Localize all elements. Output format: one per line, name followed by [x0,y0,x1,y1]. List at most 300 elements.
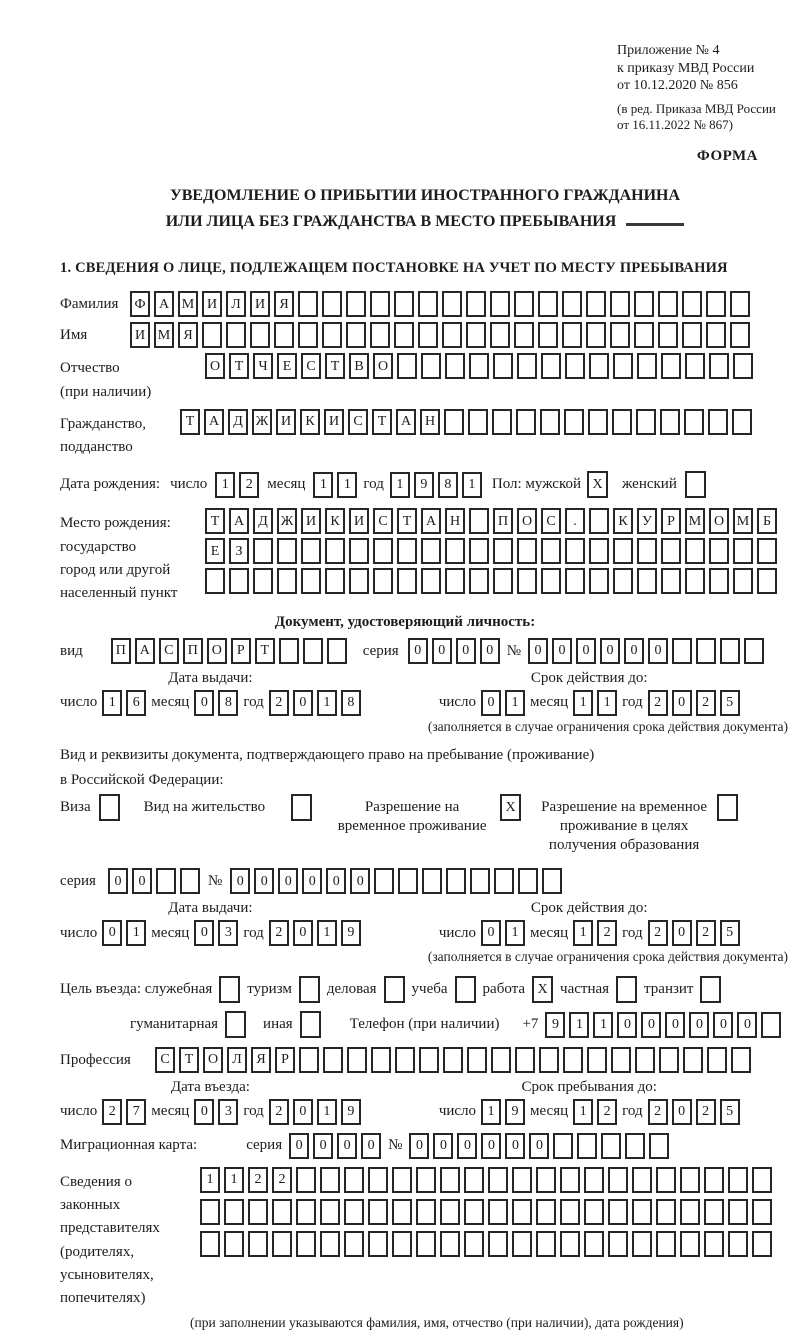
cell[interactable] [730,291,750,317]
cell[interactable] [493,353,513,379]
cell[interactable] [492,409,512,435]
cell[interactable]: 5 [720,920,740,946]
cell[interactable]: 0 [528,638,548,664]
cell[interactable] [680,1167,700,1193]
cell[interactable]: 9 [505,1099,525,1125]
cell[interactable]: 2 [239,472,259,498]
cell[interactable] [298,291,318,317]
cell[interactable] [562,322,582,348]
cell[interactable] [279,638,299,664]
cell[interactable] [468,409,488,435]
cell[interactable] [224,1199,244,1225]
cell[interactable]: И [301,508,321,534]
cell[interactable]: Ж [252,409,272,435]
cell[interactable] [445,568,465,594]
cell[interactable] [539,1047,559,1073]
cell[interactable] [248,1199,268,1225]
cell[interactable]: 1 [390,472,410,498]
cell[interactable] [728,1231,748,1257]
cell[interactable] [347,1047,367,1073]
cell[interactable]: 1 [215,472,235,498]
cell[interactable] [536,1167,556,1193]
cell[interactable]: С [301,353,321,379]
cell[interactable]: Д [253,508,273,534]
cell[interactable] [200,1231,220,1257]
cell[interactable] [682,322,702,348]
cell[interactable] [562,291,582,317]
cell[interactable]: К [300,409,320,435]
cell[interactable]: 3 [218,1099,238,1125]
cell[interactable] [440,1167,460,1193]
cell[interactable] [229,568,249,594]
cell[interactable] [680,1231,700,1257]
cell[interactable]: 1 [569,1012,589,1038]
cell[interactable]: 0 [293,920,313,946]
cell[interactable] [589,538,609,564]
cell[interactable] [493,568,513,594]
cell[interactable] [637,538,657,564]
cell[interactable] [661,353,681,379]
cell[interactable]: Д [228,409,248,435]
cell[interactable] [541,568,561,594]
cell[interactable] [536,1199,556,1225]
cell[interactable]: 9 [545,1012,565,1038]
cell[interactable] [512,1199,532,1225]
cell[interactable] [325,538,345,564]
cell[interactable]: 1 [224,1167,244,1193]
cell[interactable] [658,322,678,348]
cell[interactable] [253,568,273,594]
cell[interactable] [696,638,716,664]
cell[interactable] [536,1231,556,1257]
cell[interactable] [320,1199,340,1225]
cell[interactable] [586,322,606,348]
purpose-tourism-checkbox[interactable] [299,976,320,1003]
cell[interactable]: О [207,638,227,664]
cell[interactable] [466,291,486,317]
cell[interactable]: А [135,638,155,664]
cell[interactable] [733,538,753,564]
cell[interactable]: Т [179,1047,199,1073]
cell[interactable]: 0 [457,1133,477,1159]
cell[interactable]: И [276,409,296,435]
cell[interactable]: С [155,1047,175,1073]
cell[interactable] [728,1167,748,1193]
cell[interactable]: 0 [600,638,620,664]
cell[interactable] [325,568,345,594]
cell[interactable] [491,1047,511,1073]
cell[interactable] [658,291,678,317]
cell[interactable] [720,638,740,664]
cell[interactable] [683,1047,703,1073]
cell[interactable]: П [111,638,131,664]
cell[interactable] [613,538,633,564]
cell[interactable] [707,1047,727,1073]
cell[interactable] [374,868,394,894]
cell[interactable] [298,322,318,348]
cell[interactable]: П [493,508,513,534]
cell[interactable]: О [709,508,729,534]
cell[interactable] [349,568,369,594]
cell[interactable]: 0 [672,920,692,946]
cell[interactable] [392,1167,412,1193]
cell[interactable]: 0 [337,1133,357,1159]
cell[interactable]: 0 [361,1133,381,1159]
purpose-business-checkbox[interactable] [384,976,405,1003]
cell[interactable] [344,1231,364,1257]
cell[interactable] [704,1167,724,1193]
cell[interactable] [608,1199,628,1225]
cell[interactable] [253,538,273,564]
cell[interactable] [672,638,692,664]
cell[interactable]: О [203,1047,223,1073]
purpose-humanitarian-checkbox[interactable] [225,1011,246,1038]
cell[interactable] [632,1199,652,1225]
cell[interactable]: Е [277,353,297,379]
cell[interactable]: 0 [108,868,128,894]
cell[interactable]: 0 [194,690,214,716]
cell[interactable] [608,1167,628,1193]
cell[interactable] [301,538,321,564]
cell[interactable]: 0 [409,1133,429,1159]
cell[interactable] [706,322,726,348]
cell[interactable]: 0 [289,1133,309,1159]
cell[interactable] [752,1231,772,1257]
cell[interactable] [512,1231,532,1257]
cell[interactable] [634,322,654,348]
cell[interactable]: П [183,638,203,664]
cell[interactable] [733,568,753,594]
cell[interactable] [469,568,489,594]
cell[interactable] [685,353,705,379]
cell[interactable] [346,322,366,348]
cell[interactable] [464,1231,484,1257]
cell[interactable] [368,1167,388,1193]
cell[interactable]: 0 [737,1012,757,1038]
cell[interactable] [636,409,656,435]
cell[interactable]: Р [661,508,681,534]
cell[interactable]: 1 [597,690,617,716]
cell[interactable] [684,409,704,435]
cell[interactable]: 2 [269,690,289,716]
option-temp-residence-checkbox[interactable]: X [500,794,521,821]
cell[interactable]: 0 [230,868,250,894]
cell[interactable]: 1 [337,472,357,498]
cell[interactable]: 8 [341,690,361,716]
sex-male-checkbox[interactable]: X [587,471,608,498]
cell[interactable]: М [733,508,753,534]
cell[interactable]: 0 [624,638,644,664]
cell[interactable] [709,353,729,379]
cell[interactable]: 1 [593,1012,613,1038]
cell[interactable]: 0 [505,1133,525,1159]
purpose-official-checkbox[interactable] [219,976,240,1003]
cell[interactable] [395,1047,415,1073]
cell[interactable] [728,1199,748,1225]
cell[interactable] [682,291,702,317]
cell[interactable] [660,409,680,435]
cell[interactable]: 0 [293,690,313,716]
cell[interactable] [274,322,294,348]
cell[interactable] [706,291,726,317]
cell[interactable] [370,291,390,317]
cell[interactable] [610,322,630,348]
cell[interactable] [514,291,534,317]
cell[interactable] [730,322,750,348]
cell[interactable]: 2 [248,1167,268,1193]
cell[interactable]: А [204,409,224,435]
cell[interactable] [224,1231,244,1257]
cell[interactable] [577,1133,597,1159]
cell[interactable] [589,568,609,594]
cell[interactable] [226,322,246,348]
purpose-other-checkbox[interactable] [300,1011,321,1038]
cell[interactable] [611,1047,631,1073]
cell[interactable] [634,291,654,317]
cell[interactable]: Я [274,291,294,317]
cell[interactable]: 5 [720,1099,740,1125]
cell[interactable]: 0 [132,868,152,894]
cell[interactable] [540,409,560,435]
cell[interactable] [488,1199,508,1225]
cell[interactable] [601,1133,621,1159]
cell[interactable] [538,291,558,317]
cell[interactable]: 6 [126,690,146,716]
cell[interactable]: 2 [648,690,668,716]
cell[interactable]: Р [275,1047,295,1073]
cell[interactable]: 0 [617,1012,637,1038]
cell[interactable]: Н [445,508,465,534]
cell[interactable] [303,638,323,664]
cell[interactable]: 9 [341,920,361,946]
cell[interactable] [272,1231,292,1257]
cell[interactable] [608,1231,628,1257]
cell[interactable] [464,1167,484,1193]
cell[interactable]: Т [372,409,392,435]
cell[interactable]: С [348,409,368,435]
cell[interactable]: Т [180,409,200,435]
cell[interactable] [322,291,342,317]
cell[interactable] [277,538,297,564]
cell[interactable] [709,568,729,594]
cell[interactable] [445,538,465,564]
cell[interactable] [560,1231,580,1257]
cell[interactable] [418,291,438,317]
cell[interactable]: Т [205,508,225,534]
cell[interactable] [398,868,418,894]
cell[interactable]: Р [231,638,251,664]
cell[interactable]: О [517,508,537,534]
cell[interactable] [202,322,222,348]
cell[interactable] [708,409,728,435]
cell[interactable]: А [421,508,441,534]
cell[interactable] [440,1199,460,1225]
cell[interactable] [494,868,514,894]
cell[interactable] [709,538,729,564]
cell[interactable] [327,638,347,664]
sex-female-checkbox[interactable] [685,471,706,498]
cell[interactable] [419,1047,439,1073]
cell[interactable] [440,1231,460,1257]
cell[interactable] [704,1231,724,1257]
cell[interactable]: И [250,291,270,317]
cell[interactable]: 0 [433,1133,453,1159]
cell[interactable] [346,291,366,317]
cell[interactable] [637,353,657,379]
cell[interactable]: С [373,508,393,534]
cell[interactable]: Ф [130,291,150,317]
cell[interactable]: 0 [254,868,274,894]
cell[interactable] [731,1047,751,1073]
cell[interactable] [442,291,462,317]
cell[interactable]: 0 [278,868,298,894]
cell[interactable]: 1 [573,690,593,716]
cell[interactable] [200,1199,220,1225]
cell[interactable] [589,353,609,379]
cell[interactable] [296,1199,316,1225]
cell[interactable]: 2 [696,1099,716,1125]
purpose-transit-checkbox[interactable] [700,976,721,1003]
cell[interactable] [446,868,466,894]
cell[interactable]: М [178,291,198,317]
purpose-private-checkbox[interactable] [616,976,637,1003]
cell[interactable] [394,291,414,317]
cell[interactable] [156,868,176,894]
cell[interactable] [277,568,297,594]
cell[interactable]: 0 [350,868,370,894]
cell[interactable]: А [396,409,416,435]
cell[interactable]: 1 [573,920,593,946]
cell[interactable] [248,1231,268,1257]
cell[interactable] [344,1199,364,1225]
cell[interactable]: 2 [696,920,716,946]
cell[interactable] [541,538,561,564]
cell[interactable] [422,868,442,894]
cell[interactable] [493,538,513,564]
cell[interactable]: 3 [218,920,238,946]
cell[interactable]: 2 [648,920,668,946]
cell[interactable] [416,1199,436,1225]
cell[interactable]: 0 [293,1099,313,1125]
cell[interactable]: 0 [326,868,346,894]
cell[interactable]: Е [205,538,225,564]
cell[interactable] [637,568,657,594]
cell[interactable] [299,1047,319,1073]
cell[interactable]: С [541,508,561,534]
cell[interactable]: 0 [481,690,501,716]
cell[interactable] [490,291,510,317]
cell[interactable] [704,1199,724,1225]
cell[interactable]: 0 [665,1012,685,1038]
cell[interactable] [180,868,200,894]
cell[interactable] [421,353,441,379]
cell[interactable] [517,538,537,564]
cell[interactable]: 0 [194,1099,214,1125]
cell[interactable] [656,1199,676,1225]
cell[interactable]: 1 [505,690,525,716]
cell[interactable] [368,1199,388,1225]
cell[interactable] [469,508,489,534]
cell[interactable] [752,1167,772,1193]
cell[interactable] [565,538,585,564]
cell[interactable]: Т [255,638,275,664]
cell[interactable]: 9 [341,1099,361,1125]
cell[interactable] [517,568,537,594]
cell[interactable] [587,1047,607,1073]
cell[interactable]: Л [227,1047,247,1073]
cell[interactable] [586,291,606,317]
cell[interactable] [612,409,632,435]
cell[interactable]: 2 [269,1099,289,1125]
cell[interactable]: 2 [696,690,716,716]
cell[interactable] [515,1047,535,1073]
cell[interactable] [560,1199,580,1225]
cell[interactable]: У [637,508,657,534]
cell[interactable] [757,568,777,594]
cell[interactable]: 0 [648,638,668,664]
cell[interactable]: 0 [408,638,428,664]
cell[interactable]: 2 [102,1099,122,1125]
cell[interactable]: 2 [597,1099,617,1125]
cell[interactable]: Н [420,409,440,435]
cell[interactable] [373,538,393,564]
cell[interactable] [320,1167,340,1193]
cell[interactable]: 0 [576,638,596,664]
cell[interactable]: 7 [126,1099,146,1125]
cell[interactable]: 1 [317,1099,337,1125]
cell[interactable] [757,538,777,564]
cell[interactable] [470,868,490,894]
cell[interactable]: Т [229,353,249,379]
cell[interactable]: 0 [672,690,692,716]
cell[interactable]: О [205,353,225,379]
option-temp-residence-education-checkbox[interactable] [717,794,738,821]
cell[interactable] [392,1199,412,1225]
cell[interactable]: 0 [480,638,500,664]
cell[interactable] [610,291,630,317]
cell[interactable] [323,1047,343,1073]
cell[interactable]: 2 [272,1167,292,1193]
cell[interactable]: 1 [313,472,333,498]
cell[interactable] [584,1199,604,1225]
cell[interactable] [421,538,441,564]
cell[interactable]: З [229,538,249,564]
cell[interactable] [733,353,753,379]
cell[interactable]: Ч [253,353,273,379]
cell[interactable]: М [154,322,174,348]
cell[interactable]: 1 [317,690,337,716]
cell[interactable]: Б [757,508,777,534]
cell[interactable] [444,409,464,435]
cell[interactable]: А [229,508,249,534]
cell[interactable] [685,538,705,564]
cell[interactable] [752,1199,772,1225]
cell[interactable] [416,1231,436,1257]
cell[interactable] [685,568,705,594]
cell[interactable] [469,538,489,564]
cell[interactable] [349,538,369,564]
cell[interactable]: 1 [102,690,122,716]
cell[interactable] [584,1231,604,1257]
cell[interactable] [613,353,633,379]
cell[interactable] [613,568,633,594]
cell[interactable]: Т [325,353,345,379]
cell[interactable]: И [324,409,344,435]
cell[interactable]: В [349,353,369,379]
cell[interactable]: 0 [713,1012,733,1038]
cell[interactable] [394,322,414,348]
cell[interactable] [564,409,584,435]
